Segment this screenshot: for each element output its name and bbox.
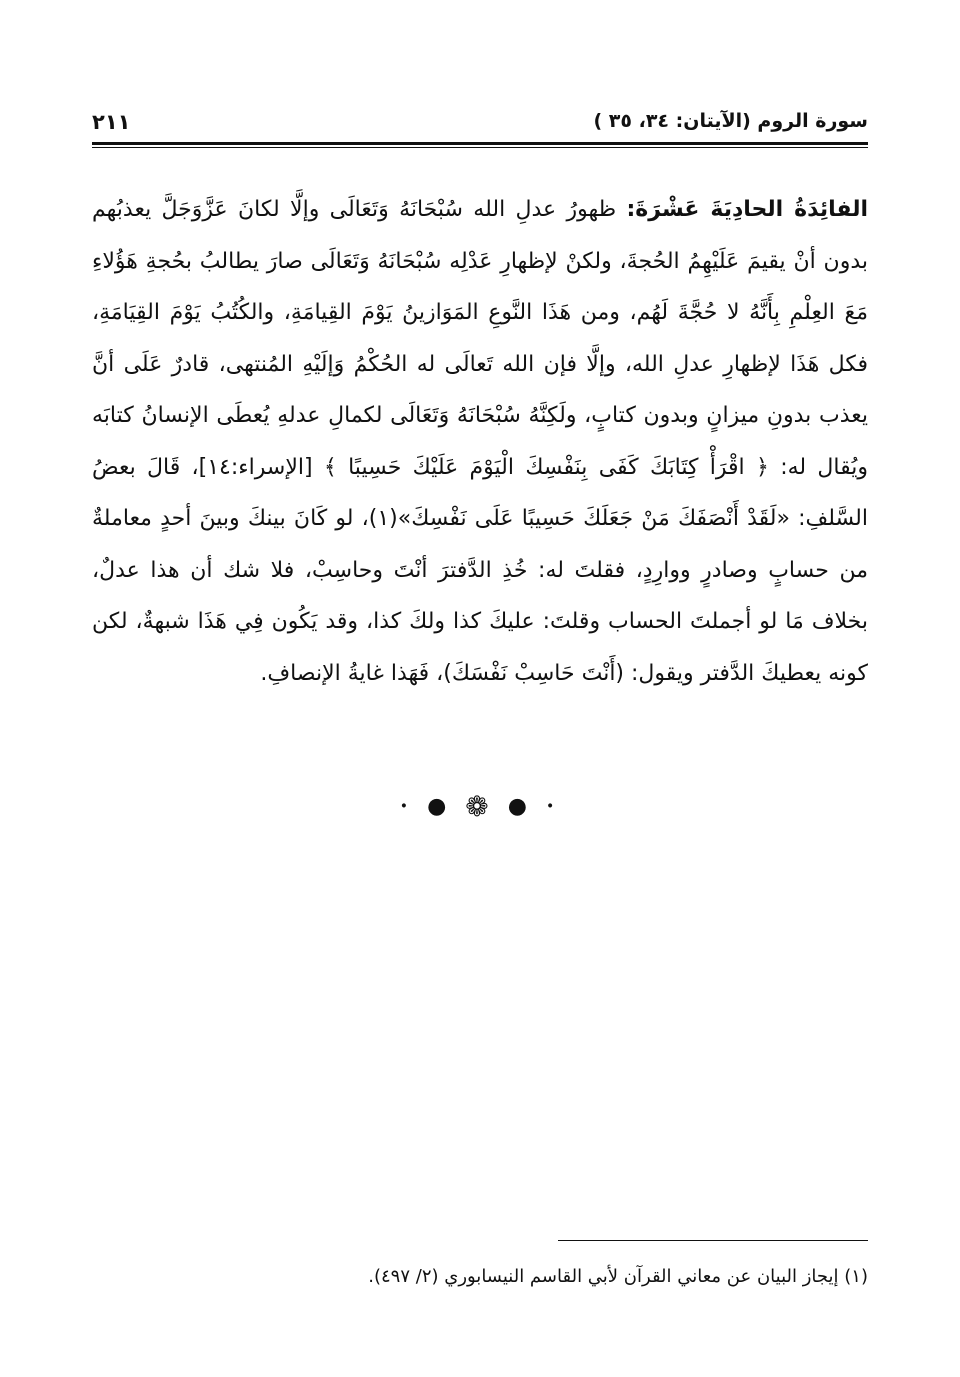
section-heading: الفائِدَةُ الحادِيَةَ عَشْرَةَ:	[626, 197, 869, 222]
page-header	[92, 108, 868, 142]
footnote: (١) إيجاز البيان عن معاني القرآن لأبي القاسم النيسابوري (٢/ ٤٩٧).	[368, 1266, 868, 1287]
section-ornament	[0, 790, 960, 823]
header-rule	[92, 142, 868, 145]
ornament-dot-icon: •	[545, 798, 561, 815]
page-number: ٢١١	[92, 110, 131, 134]
main-paragraph	[92, 184, 868, 699]
ornament-dot-icon: •	[399, 798, 415, 815]
running-title: سورة الروم (الآيتان: ٣٤، ٣٥ )	[593, 110, 868, 132]
footnote-rule	[558, 1240, 868, 1241]
ornament-dot-icon: ●	[507, 794, 533, 819]
header-rule-thin	[92, 147, 868, 148]
ornament-dot-icon: ●	[427, 794, 453, 819]
ornament-flower-icon: ❁	[465, 790, 495, 823]
paragraph-text: ظهورُ عدلِ الله سُبْحَانَهُ وَتَعَالَى وإلَّا لكانَ عَزَّوَجَلَّ يعذبُهم بدون أنْ يقيمَ عَلَيْهِمُ الحُجةَ، ولكنْ لإظهارِ عَدْلِه سُبْحَانَهُ وَتَعَالَى صارَ يطالبُ بحُجةِ هَؤُلاءِ مَعَ العِلْمِ بِأَنَّهُ لا حُجَّةَ لَهُم، ومن هَذَا النَّوعِ المَوَازينُ يَوْمَ القِيامَةِ، والكُتُبُ يَوْمَ القِيَامَةِ، فكل هَذَا لإظهارِ عدلِ الله، وإلَّا فإن الله تَعالَى له الحُكْمُ وَإلَيْهِ المُنتهى، قادرٌ عَلَى أنَّ يعذب بدونِ ميزانٍ وبدون كتابٍ، ولَكِنَّهُ سُبْحَانَهُ وَتَعَالَى لكمالِ عدلهِ يُعطَى الإنسانُ كتابَه ويُقال له: ﴿ اقْرَأْ كِتَابَكَ كَفَى بِنَفْسِكَ الْيَوْمَ عَلَيْكَ حَسِيبًا ﴾ [الإسراء:١٤]، قَالَ بعضُ السَّلفِ: «لَقَدْ أَنْصَفَكَ مَنْ جَعَلَكَ حَسِيبًا عَلَى نَفْسِكَ»(١)، لو كَانَ بينكَ وبينَ أحدٍ معاملةٌ من حسابٍ وصادرٍ ووارِدٍ، فقلتَ له: خُذِ الدَّفترَ أنْتَ وحاسِبْ، فلا شك أن هذا عدلٌ، بخلاف مَا لو أجملتَ الحساب وقلتَ: عليكَ كذا ولكَ كذا، وقد يَكُون فِي هَذَا شبهةٌ، لكن كونه يعطيكَ الدَّفتر ويقول: (أَنْتَ حَاسِبْ نَفْسَكَ)، فَهَذا غايةُ الإنصافِ.	[92, 197, 869, 686]
